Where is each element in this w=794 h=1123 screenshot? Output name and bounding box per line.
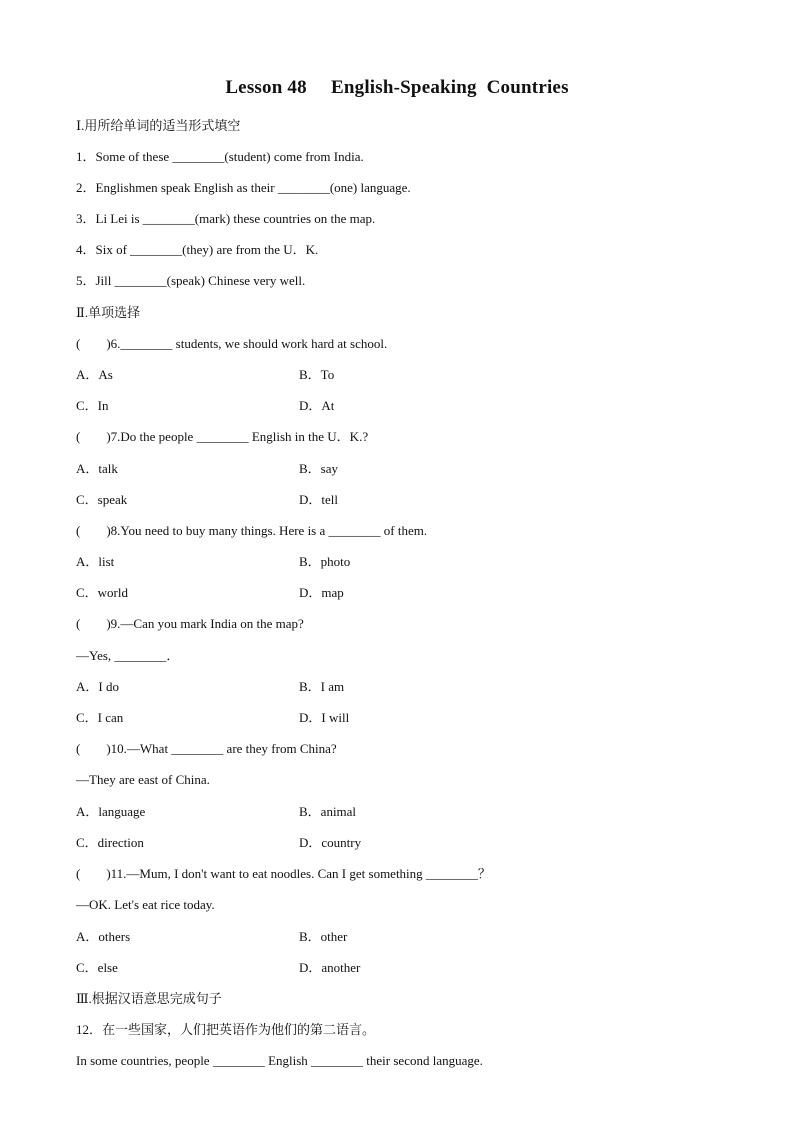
question-10-option-b: B．animal bbox=[299, 804, 357, 819]
question-7-option-c: C．speak bbox=[76, 492, 128, 507]
question-9-reply: —Yes, ________． bbox=[76, 648, 180, 663]
fill-blank-item-1: 1．Some of these ________(student) come from India. bbox=[76, 149, 364, 164]
question-11-option-d: D．another bbox=[299, 960, 361, 975]
question-9-option-a: A．I do bbox=[76, 679, 119, 694]
question-10-stem: ( )10.—What ________ are they from China? bbox=[76, 741, 337, 756]
question-8-option-c: C．world bbox=[76, 585, 129, 600]
question-9-stem: ( )9.—Can you mark India on the map? bbox=[76, 616, 304, 631]
fill-blank-item-5: 5．Jill ________(speak) Chinese very well. bbox=[76, 273, 306, 288]
question-11-stem: ( )11.—Mum, I don't want to eat noodles. Can I get something ________？ bbox=[76, 866, 491, 881]
section-heading-3: Ⅲ.根据汉语意思完成句子 bbox=[76, 991, 222, 1006]
section-heading-2: Ⅱ.单项选择 bbox=[76, 305, 141, 320]
question-6-option-b: B．To bbox=[299, 367, 335, 382]
question-7-option-a: A．talk bbox=[76, 461, 118, 476]
question-8-option-b: B．photo bbox=[299, 554, 351, 569]
question-6-option-c: C．In bbox=[76, 398, 109, 413]
question-7-option-d: D．tell bbox=[299, 492, 338, 507]
page-title: Lesson 48 English-Speaking Countries bbox=[225, 77, 569, 98]
question-7-stem: ( )7.Do the people ________ English in the U．K.? bbox=[76, 429, 369, 444]
question-6-option-a: A．As bbox=[76, 367, 113, 382]
question-8-option-a: A．list bbox=[76, 554, 115, 569]
fill-blank-item-2: 2．Englishmen speak English as their ________(one) language. bbox=[76, 180, 411, 195]
fill-blank-item-3: 3．Li Lei is ________(mark) these countries on the map. bbox=[76, 211, 376, 226]
question-11-option-b: B．other bbox=[299, 929, 348, 944]
question-12-prompt: 12．在一些国家，人们把英语作为他们的第二语言。 bbox=[76, 1022, 376, 1037]
question-12-sentence: In some countries, people ________ English ________ their second language. bbox=[76, 1053, 483, 1068]
question-10-reply: —They are east of China. bbox=[76, 772, 210, 787]
question-7-option-b: B．say bbox=[299, 461, 339, 476]
question-10-option-d: D．country bbox=[299, 835, 362, 850]
section-heading-1: Ⅰ.用所给单词的适当形式填空 bbox=[76, 118, 241, 133]
question-11-option-a: A．others bbox=[76, 929, 131, 944]
question-10-option-c: C．direction bbox=[76, 835, 144, 850]
fill-blank-item-4: 4．Six of ________(they) are from the U．K. bbox=[76, 242, 319, 257]
question-8-stem: ( )8.You need to buy many things. Here is a ________ of them. bbox=[76, 523, 428, 538]
question-9-option-c: C．I can bbox=[76, 710, 124, 725]
question-6-option-d: D．At bbox=[299, 398, 335, 413]
question-9-option-b: B．I am bbox=[299, 679, 345, 694]
question-11-reply: —OK. Let's eat rice today. bbox=[76, 897, 215, 912]
question-8-option-d: D．map bbox=[299, 585, 344, 600]
question-10-option-a: A．language bbox=[76, 804, 146, 819]
question-11-option-c: C．else bbox=[76, 960, 118, 975]
question-6-stem: ( )6.________ students, we should work hard at school. bbox=[76, 336, 388, 351]
question-9-option-d: D．I will bbox=[299, 710, 350, 725]
